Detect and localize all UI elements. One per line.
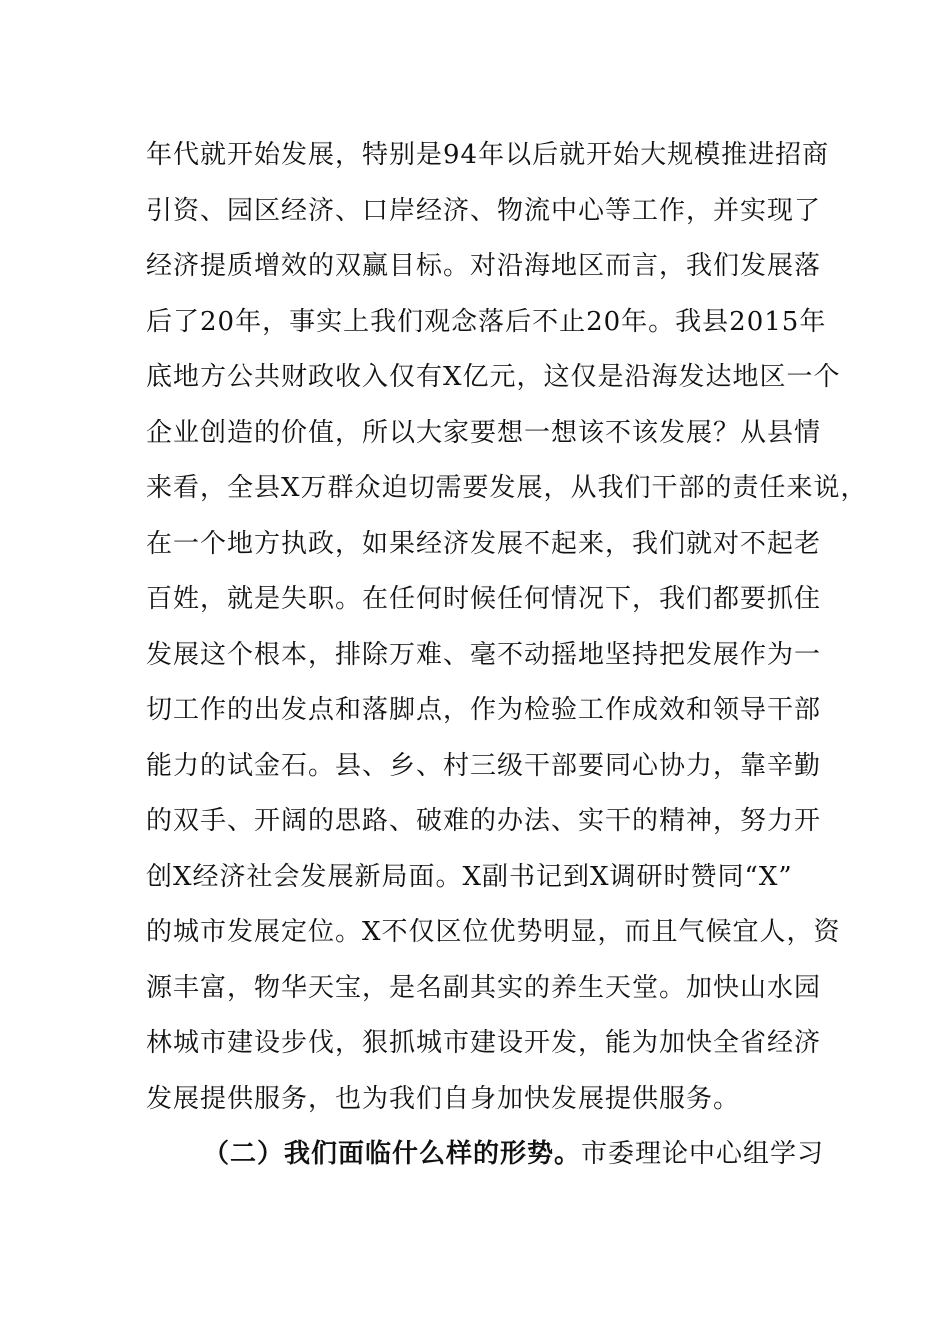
heading-continuation-text: 市委理论中心组学习: [581, 1139, 825, 1169]
text-line-9: 百姓，就是失职。在任何时候任何情况下，我们都要抓住: [146, 584, 822, 614]
text-line-2: 引资、园区经济、口岸经济、物流中心等工作，并实现了: [146, 195, 822, 226]
text-line-4: 后了20年，事实上我们观念落后不止20年。我县2015年: [146, 306, 827, 337]
text-line-13: 的双手、开阔的思路、破难的办法、实干的精神，努力开: [146, 806, 822, 836]
body-text: [146, 128, 868, 1183]
text-line-16: 源丰富，物华天宝，是名副其实的养生天堂。加快山水园: [146, 972, 822, 1003]
text-line-12: 能力的试金石。县、乡、村三级干部要同心协力，靠辛勤: [146, 750, 822, 781]
text-line-5: 底地方公共财政收入仅有X亿元，这仅是沿海发达地区一个: [146, 362, 841, 392]
text-line-17: 林城市建设步伐，狠抓城市建设开发，能为加快全省经济: [146, 1028, 822, 1058]
text-line-3: 经济提质增效的双赢目标。对沿海地区而言，我们发展落: [146, 251, 822, 281]
text-line-18: 发展提供服务，也为我们自身加快发展提供服务。: [146, 1083, 741, 1114]
text-line-7: 来看，全县X万群众迫切需要发展，从我们干部的责任来说，: [146, 473, 868, 503]
text-line-11: 切工作的出发点和落脚点，作为检验工作成效和领导干部: [146, 695, 822, 725]
text-line-1: 年代就开始发展，特别是94年以后就开始大规模推进招商: [146, 140, 830, 170]
section-heading: （二）我们面临什么样的形势。: [203, 1139, 582, 1169]
text-line-15: 的城市发展定位。X不仅区位优势明显，而且气候宜人，资: [146, 917, 841, 947]
text-line-8: 在一个地方执政，如果经济发展不起来，我们就对不起老: [146, 528, 822, 559]
section-heading-line: [146, 1127, 826, 1183]
text-line-10: 发展这个根本，排除万难、毫不动摇地坚持把发展作为一: [146, 639, 822, 670]
text-line-14: 创X经济社会发展新局面。X副书记到X调研时赞同“X”: [146, 861, 793, 892]
text-line-6: 企业创造的价值，所以大家要想一想该不该发展？从县情: [146, 417, 822, 448]
